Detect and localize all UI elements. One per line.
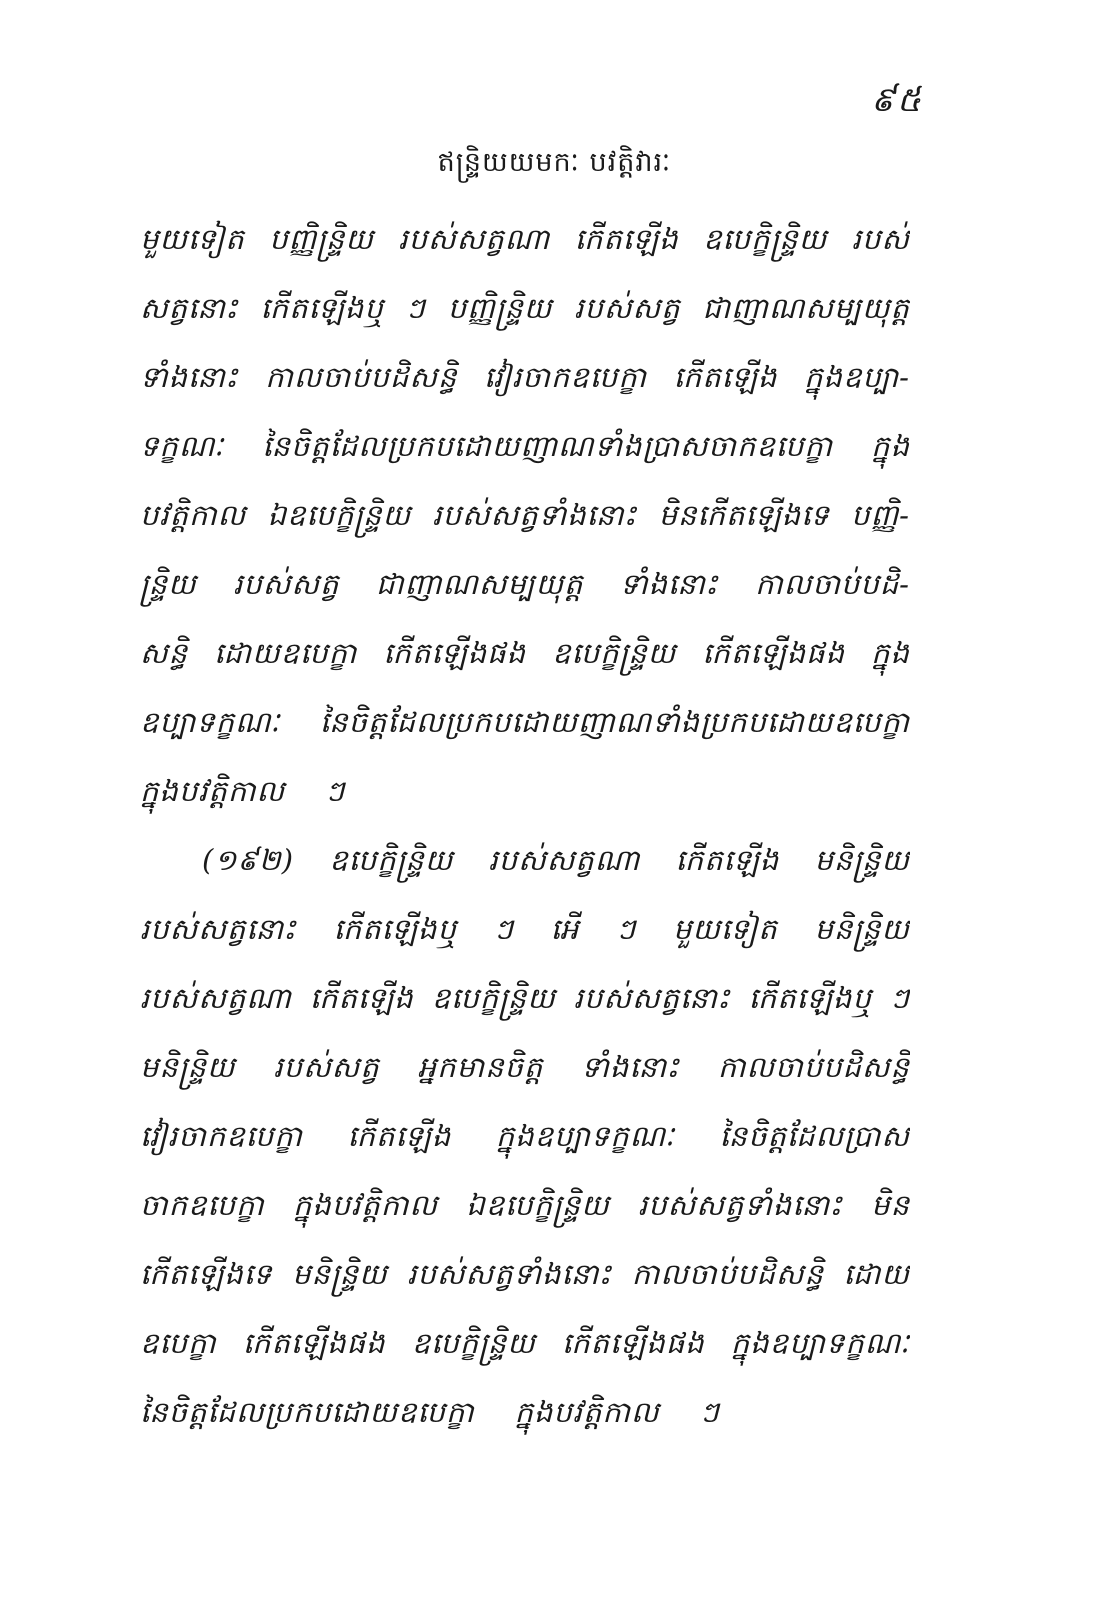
text-line	[140, 481, 910, 550]
word: ៗ	[405, 291, 426, 325]
word: របស់សត្វណា	[488, 843, 641, 877]
word: ន្ទ្រិយ	[140, 567, 197, 601]
word: ឧប្បាទក្ខណៈ	[140, 705, 281, 739]
word: របស់សត្វទាំងនោះ	[407, 1257, 613, 1291]
word: វៀរចាកឧបេក្ខា	[140, 1119, 303, 1153]
word: ឧបេក្ខា	[140, 1326, 217, 1360]
word: កើតឡើង	[675, 843, 780, 877]
text-line	[140, 757, 910, 826]
word: របស់សត្វ	[574, 291, 681, 325]
word: ក្នុងបវត្តិកាល	[292, 1188, 438, 1222]
word: កាលចាប់បដិសន្ធិ	[717, 1050, 910, 1084]
word: កើតឡើងផង	[562, 1326, 705, 1360]
word: ៗ	[493, 912, 514, 946]
word: សត្វនោះ	[140, 291, 239, 325]
word: មនិន្ទ្រិយ	[140, 1050, 236, 1084]
word: វៀរចាកឧបេក្ខា	[484, 360, 647, 394]
word: ឧបេក្ខិន្ទ្រិយ	[329, 843, 454, 877]
word: ៗ	[699, 1395, 720, 1429]
word: ទក្ខណៈ	[140, 429, 225, 463]
word: កើតឡើងផង	[383, 636, 526, 670]
word: បញ្ញិន្ទ្រិយ	[447, 291, 553, 325]
text-line	[140, 343, 910, 412]
word: ឧបេក្ខិន្ទ្រិយ	[703, 222, 828, 256]
word: កើតឡើងទេ	[140, 1257, 273, 1291]
word: កើតឡើងឬ	[748, 981, 872, 1015]
word: របស់សត្វទាំងនោះ	[432, 498, 638, 532]
word: ៗ	[616, 912, 637, 946]
word: ដោយឧបេក្ខា	[214, 636, 358, 670]
word: បញ្ញិ-	[851, 498, 910, 532]
word: មិនកើតឡើងទេ	[658, 498, 830, 532]
text-line	[140, 688, 910, 757]
paragraph-1	[140, 205, 910, 826]
word: របស់សត្វ	[273, 1050, 380, 1084]
word: ក្នុងឧប្បាទក្ខណៈ	[730, 1326, 910, 1360]
text-line	[140, 412, 910, 481]
text-line	[140, 274, 910, 343]
word: ក្នុង	[871, 429, 910, 463]
word: មនិន្ទ្រិយ	[814, 912, 910, 946]
word: កើតឡើងផង	[702, 636, 845, 670]
word: ក្នុងបវត្តិកាល	[140, 774, 286, 808]
word: កាលចាប់បដិ-	[755, 567, 910, 601]
word: ក្នុងបវត្តិកាល	[514, 1395, 660, 1429]
paragraph-2	[140, 826, 910, 1447]
text-line	[140, 205, 910, 274]
word: របស់	[851, 222, 910, 256]
word: កាលចាប់បដិសន្ធិ	[631, 1257, 824, 1291]
text-line	[140, 1171, 910, 1240]
word: (១៩២)	[202, 843, 295, 877]
word: មនិន្ទ្រិយ	[814, 843, 910, 877]
word: ៗ	[889, 981, 910, 1015]
word: របស់សត្វ	[233, 567, 340, 601]
text-line	[140, 1378, 910, 1447]
word: ឧបេក្ខិន្ទ្រិយ	[552, 636, 677, 670]
word: សន្ធិ	[140, 636, 189, 670]
word: កើតឡើង	[347, 1119, 452, 1153]
word: របស់សត្វទាំងនោះ	[638, 1188, 843, 1222]
word: ជាញាណសម្បយុត្ត	[702, 291, 910, 325]
word: ក្នុងឧប្បា-	[804, 360, 910, 394]
word: មួយទៀត	[140, 222, 245, 256]
text-line	[140, 1102, 910, 1171]
word: មួយទៀត	[673, 912, 778, 946]
word: បញ្ញិន្ទ្រិយ	[269, 222, 374, 256]
word: របស់សត្វណា	[398, 222, 551, 256]
word: បវត្តិកាល	[140, 498, 247, 532]
word: នៃចិត្តដែលប្រកបដោយញាណទាំងប្រាសចាកឧបេក្ខា	[262, 429, 833, 463]
text-line	[140, 619, 910, 688]
word: ទាំងនោះ	[140, 360, 239, 394]
word: កើតឡើង	[673, 360, 778, 394]
word: ដោយ	[843, 1257, 910, 1291]
word: មនិន្ទ្រិយ	[292, 1257, 388, 1291]
word: អើ	[550, 912, 580, 946]
word: ឧបេក្ខិន្ទ្រិយ	[431, 981, 556, 1015]
word: ទាំងនោះ	[581, 1050, 680, 1084]
word: ៗ	[325, 774, 346, 808]
text-line	[140, 1309, 910, 1378]
text-line	[140, 826, 910, 895]
word: ឯឧបេក្ខិន្ទ្រិយ	[466, 1188, 610, 1222]
word: របស់សត្វនោះ	[573, 981, 731, 1015]
word: នៃចិត្តដែលប្រកបដោយឧបេក្ខា	[140, 1395, 475, 1429]
word: នៃចិត្តដែលប្រាស	[719, 1119, 910, 1153]
word: កើតឡើងផង	[242, 1326, 386, 1360]
word: ជាញាណសម្បយុត្ត	[375, 567, 584, 601]
word: កើតឡើងឬ	[333, 912, 457, 946]
word: ក្នុងឧប្បាទក្ខណៈ	[495, 1119, 675, 1153]
word: មិន	[871, 1188, 910, 1222]
text-line	[140, 964, 910, 1033]
section-title: ឥន្ទ្រិយយមកៈ បវត្តិវារៈ	[437, 147, 672, 178]
word: របស់សត្វណា	[140, 981, 292, 1015]
word: អ្នកមានចិត្ត	[417, 1050, 544, 1084]
text-line	[140, 1240, 910, 1309]
body-text	[140, 205, 910, 1447]
word: កាលចាប់បដិសន្ធិ	[265, 360, 458, 394]
word: ទាំងនោះ	[619, 567, 719, 601]
text-line	[140, 895, 910, 964]
word: ឧបេក្ខិន្ទ្រិយ	[411, 1326, 536, 1360]
word: របស់សត្វនោះ	[140, 912, 297, 946]
page-number: ៩៥	[870, 80, 923, 120]
word: ក្នុង	[871, 636, 910, 670]
text-line	[140, 1033, 910, 1102]
word: ឯឧបេក្ខិន្ទ្រិយ	[267, 498, 412, 532]
word: ចាកឧបេក្ខា	[140, 1188, 265, 1222]
word: កើតឡើងឬ	[260, 291, 384, 325]
word: កើតឡើង	[309, 981, 414, 1015]
word: នៃចិត្តដែលប្រកបដោយញាណទាំងប្រកបដោយឧបេក្ខា	[319, 705, 910, 739]
text-line	[140, 550, 910, 619]
word: កើតឡើង	[574, 222, 679, 256]
